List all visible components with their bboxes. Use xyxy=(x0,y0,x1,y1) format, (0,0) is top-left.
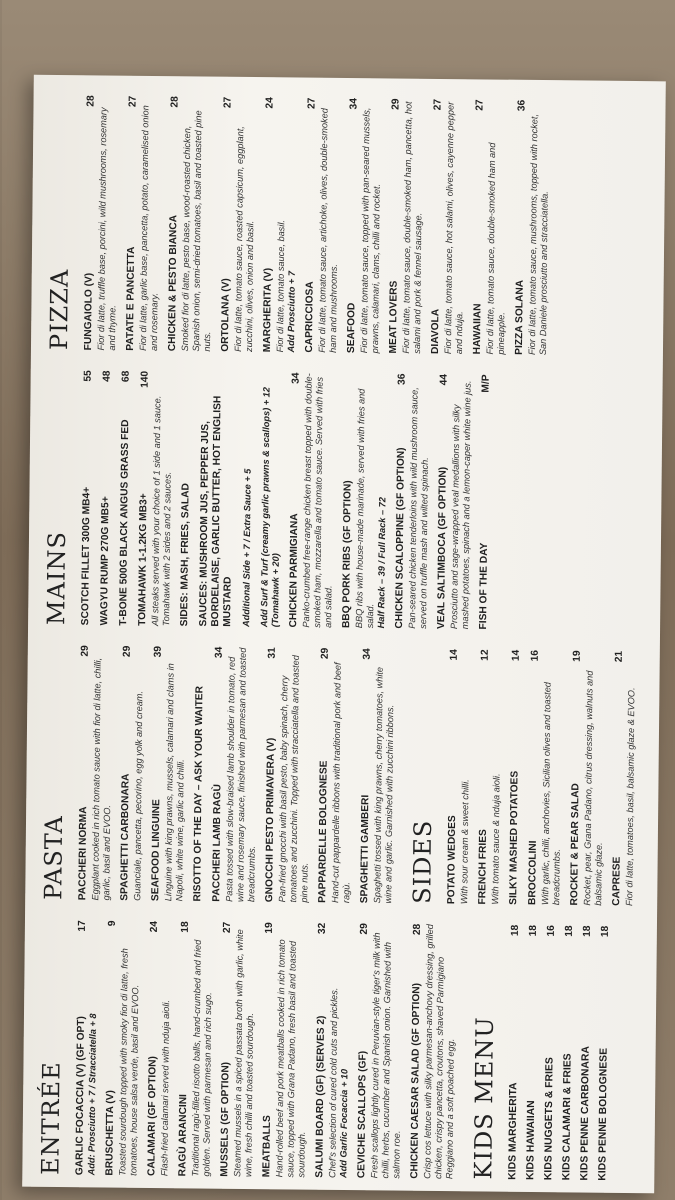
menu-item xyxy=(569,650,607,905)
menu-item-price: 27 xyxy=(127,95,139,108)
menu-item xyxy=(179,371,194,626)
menu-item-row xyxy=(543,925,558,1180)
menu-item-row xyxy=(99,370,114,625)
menu-item xyxy=(74,920,100,1175)
menu-item xyxy=(543,925,558,1180)
menu-item xyxy=(508,650,523,905)
entree-column xyxy=(36,920,618,1181)
menu-item-row xyxy=(179,371,194,626)
menu-item xyxy=(527,650,565,905)
menu-item-price: 9 xyxy=(106,920,118,927)
menu-item-addon: Add: Prosciutto + 7 / Stracciatella + 8 xyxy=(86,1013,99,1176)
menu-item-description: Eggplant cooked in rich tomato sauce with fior di latte, chilli, garlic, basil and EVOO. xyxy=(90,657,113,901)
menu-item-name: BBQ PORK RIBS (GF OPTION) xyxy=(341,480,354,629)
menu-item-name: CHICKEN PARMIGIANA xyxy=(288,513,301,628)
menu-item xyxy=(220,97,258,352)
menu-item-row xyxy=(198,371,237,626)
menu-item-name: WAGYU RUMP 270G MB5+ xyxy=(99,496,112,626)
menu-item xyxy=(430,99,468,354)
menu-item-name: SPAGHETTI GAMBERI xyxy=(359,794,372,904)
menu-item-price: 14 xyxy=(448,649,460,661)
menu-item-name: VEAL SALTIMBOCA (GF OPTION) xyxy=(436,466,449,630)
menu-item-price: 28 xyxy=(85,95,97,107)
menu-item-row xyxy=(118,371,133,626)
menu-item-name: SILKY MASHED POTATOES xyxy=(508,770,521,905)
menu-item-price: 28 xyxy=(169,96,181,108)
menu-item-price: 18 xyxy=(563,925,575,937)
menu-item-price: 24 xyxy=(264,97,276,109)
menu-item-name: GARLIC FOCACCIA (V) (GF OPT) xyxy=(74,1015,87,1176)
menu-item xyxy=(356,923,405,1178)
menu-item-price: 55 xyxy=(82,370,94,382)
menu-item-description: Linguine with king prawns, mussels, calamari and clams in Napoli, white wine, garlic and chilli. xyxy=(163,663,186,902)
menu-item-name: ROCKET & PEAR SALAD xyxy=(569,783,582,906)
menu-item-name: KIDS MARGHERITA xyxy=(507,1082,520,1180)
menu-item-row xyxy=(80,370,95,625)
menu-item xyxy=(304,98,342,353)
menu-item-name: T-BONE 500G BLACK ANGUS GRASS FED xyxy=(118,419,132,626)
restaurant-menu xyxy=(28,83,659,1189)
menu-item-price: 19 xyxy=(263,922,275,934)
kids-list xyxy=(507,925,612,1181)
menu-item xyxy=(262,97,300,352)
menu-item-price: 27 xyxy=(221,921,233,934)
menu-item-name: SCOTCH FILLET 300G MB4+ xyxy=(80,486,93,626)
menu-item-name: PIZZA SOLANA xyxy=(513,279,526,355)
menu-item-description: Pan-seared chicken tenderloins with wild mushroom sauce, served on truffle mash and wilted spinach. xyxy=(407,387,430,629)
menu-item-price: 68 xyxy=(120,370,132,383)
menu-item-description: Fior di latte, truffle base, porcini, wild mushrooms, rosemary and thyme. xyxy=(95,107,118,351)
menu-item-description: Traditional ragù-filled risotto balls, hand-crumbed and fried golden. Served with parmesan and rich sugo. xyxy=(190,939,214,1177)
menu-item-name: MARGHERITA (V) xyxy=(261,267,274,353)
menu-item-description: Panko-crumbed free-range chicken breast topped with double-smoked ham, mozzarella and tomato sauce. Served with fries and salad. xyxy=(301,373,334,628)
menu-item-price: M/P xyxy=(480,374,492,393)
menu-item xyxy=(104,921,142,1176)
menu-item-name: CAPRESE xyxy=(611,856,623,906)
menu-item-description: With sour cream & sweet chilli. xyxy=(459,779,471,905)
menu-item xyxy=(341,373,390,628)
menu-item xyxy=(241,372,255,627)
menu-item-description: Fior di latte, tomato sauce, roasted capsicum, eggplant, zucchini, olives, onion and basil. xyxy=(232,126,256,353)
menu-item xyxy=(119,646,146,901)
kids-heading: KIDS MENU xyxy=(469,1016,500,1180)
menu-item-row xyxy=(561,925,576,1180)
menu-item-addon: Add Surf & Turf (creamy garlic prawns & scallops) + 12 (Tomahawk + 20) xyxy=(259,387,281,628)
menu-item-addon: Half Rack – 39 / Full Rack – 72 xyxy=(376,497,388,629)
menu-item xyxy=(146,921,173,1176)
menu-item-name: KIDS HAWAIIAN xyxy=(525,1100,538,1181)
menu-item xyxy=(394,374,432,629)
menu-item-name: HAWAIIAN xyxy=(471,303,484,355)
menu-item-description: Fior di latte, tomato sauce, basil. xyxy=(274,220,287,353)
menu-item xyxy=(525,925,540,1180)
menu-item xyxy=(561,925,576,1180)
menu-item xyxy=(259,372,284,627)
menu-item-price: 18 xyxy=(527,924,539,937)
pizza-column xyxy=(45,95,559,355)
menu-item-price: 16 xyxy=(545,925,557,937)
menu-item-price: 48 xyxy=(101,370,113,382)
menu-item-price: 29 xyxy=(358,923,370,935)
pasta-heading: PASTA xyxy=(39,815,69,901)
pasta-column xyxy=(39,645,645,906)
menu-item xyxy=(359,648,397,903)
menu-item xyxy=(192,646,207,901)
menu-item-description: Fior di latte, tomatoes, basil, balsamic glaze & EVOO. xyxy=(624,687,637,907)
menu-item-name: SEAFOOD LINGUINE xyxy=(150,799,163,902)
menu-item-description: Fior di latte, tomato sauce, hot salami, olives, cayenne pepper and nduja. xyxy=(442,101,465,355)
menu-item-name: FISH OF THE DAY xyxy=(478,542,490,630)
menu-item-name: ORTOLANA (V) xyxy=(219,278,232,352)
menu-item-price: 34 xyxy=(213,646,225,659)
menu-item xyxy=(314,923,352,1178)
menu-paper xyxy=(22,75,666,1194)
menu-item-price: 12 xyxy=(479,649,491,661)
menu-item-name: DIAVOLA xyxy=(429,308,442,354)
menu-item-name: SAUCES: MUSHROOM JUS, PEPPER JUS, BORDELAISE, GARLIC BUTTER, HOT ENGLISH MUSTARD xyxy=(198,395,234,627)
menu-item-description: Hand-rolled beef and pork meatballs cooked in rich tomato sauce, topped with Grana Padano, fresh basil and toasted sourdough. xyxy=(274,939,307,1178)
menu-item-name: POTATO WEDGES xyxy=(446,815,459,905)
menu-item xyxy=(125,96,163,351)
menu-item-name: MUSSELS (GF OPTION) xyxy=(219,1061,232,1177)
menu-item-name: PAPPARDELLE BOLOGNESE xyxy=(317,760,330,903)
menu-item xyxy=(472,99,510,354)
menu-item-row xyxy=(192,646,207,901)
entree-heading: ENTRÉE xyxy=(36,1061,66,1176)
menu-item xyxy=(317,648,355,903)
menu-item-description: Fior di latte, tomato sauce, double-smoked ham, pancetta, hot salami and pork & fennel sausage. xyxy=(400,101,424,354)
menu-item-name: RISOTTO OF THE DAY – ASK YOUR WAITER xyxy=(192,685,206,902)
pasta-list xyxy=(77,645,397,903)
menu-item-description: Fior di latte, garlic base, pancetta, potato, caramelised onion and rosemary. xyxy=(137,105,160,352)
menu-item-name: KIDS PENNE CARBONARA xyxy=(579,1045,592,1181)
menu-item-name: MEAT LOVERS xyxy=(387,280,400,354)
menu-item-description: Steamed mussels in a spiced passata broth with garlic, white wine, fresh chilli and toasted sourdough. xyxy=(232,929,256,1178)
menu-item-row xyxy=(597,926,612,1181)
menu-item-name: PATATE E PANCETTA xyxy=(124,246,138,351)
menu-item-description: BBQ ribs with house-made marinade, served with fries and salad. xyxy=(354,388,376,629)
menu-item xyxy=(198,371,237,626)
menu-item-name: FRENCH FRIES xyxy=(477,829,489,905)
menu-item xyxy=(118,371,133,626)
menu-item-description: Fior di latte, tomato sauce, topped with pan-seared mussels, prawns, calamari, clams, chilli and rocket. xyxy=(358,107,382,354)
menu-item-name: CHICKEN CAESAR SALAD (GF OPTION) xyxy=(409,982,423,1179)
menu-item-description: With garlic, chilli, anchovies, Sicilian olives and toasted breadcrumbs. xyxy=(540,682,562,906)
menu-item xyxy=(83,95,121,350)
menu-item-price: 34 xyxy=(361,648,373,660)
sides-list xyxy=(446,649,638,906)
menu-item-price: 18 xyxy=(599,925,611,938)
menu-item-name: SALUMI BOARD (GF) (SERVES 2) xyxy=(314,1015,328,1178)
menu-item-name: MEATBALLS xyxy=(261,1115,273,1178)
menu-item-price: 29 xyxy=(121,645,133,658)
menu-item-price: 34 xyxy=(348,98,360,110)
menu-item-price: 29 xyxy=(79,645,91,657)
menu-item-description: Spaghetti tossed with king prawns, cherry tomatoes, white wine and garlic. Garnished with zucchini ribbons. xyxy=(372,666,396,904)
menu-item-name: GNOCCHI PESTO PRIMAVERA (V) xyxy=(264,737,277,903)
menu-item-price: 39 xyxy=(152,645,164,658)
menu-item xyxy=(478,374,493,629)
menu-item xyxy=(436,374,474,629)
sides-heading: SIDES xyxy=(408,819,438,904)
menu-item-price: 32 xyxy=(316,922,328,935)
menu-item xyxy=(264,647,313,902)
menu-item-description: All steaks served with your choice of 1 side and 1 sauce. Tomahawk with 2 sides and 2 sauces. xyxy=(150,395,173,627)
menu-item xyxy=(514,100,552,355)
menu-item-name: KIDS PENNE BOLOGNESE xyxy=(597,1047,610,1181)
menu-item-description: Fior di latte, tomato sauce, double-smoked ham and pineapple. xyxy=(484,142,507,355)
menu-item xyxy=(507,925,522,1180)
menu-item xyxy=(409,924,458,1179)
menu-item-addon: Additional Side + 7 / Extra Sauce + 5 xyxy=(241,468,253,628)
menu-item-name: CEVICHE SCALLOPS (GF) xyxy=(356,1050,369,1179)
menu-item-price: 36 xyxy=(516,99,528,112)
menu-item-description: Guanciale, pancetta, pecorino, egg yolk and cream. xyxy=(132,690,145,901)
menu-item-description: Smoked fior di latte, pesto base, wood-roasted chicken, Spanish onion, semi-dried tomatoes, basil and toasted pine nuts. xyxy=(179,110,213,352)
menu-item xyxy=(288,372,337,627)
menu-item-description: Pan-fried gnocchi with basil pesto, baby spinach, cherry tomatoes and zucchini. Topped with stracciatella and toasted pine nuts. xyxy=(277,655,310,903)
menu-item-row xyxy=(478,374,493,629)
menu-item-price: 16 xyxy=(529,649,541,662)
menu-item-description: Fresh scallops lightly cured in Peruvian-style tiger's milk with chilli, herbs, cucumber and Spanish onion. Garnished with salmon roe. xyxy=(369,932,402,1179)
menu-item-name: TOMAHAWK 1-1.2KG MB3+ xyxy=(137,493,150,626)
menu-item-name: CHICKEN SCALOPPINE (GF OPTION) xyxy=(394,447,407,629)
menu-item-price: 27 xyxy=(306,97,318,110)
menu-item-price: 18 xyxy=(581,925,593,937)
menu-item xyxy=(167,96,216,351)
menu-item-name: FUNGAIOLO (V) xyxy=(82,272,95,351)
menu-item-description: Hand-cut pappardelle ribbons with traditional pork and beef ragù. xyxy=(330,662,352,904)
menu-item-price: 29 xyxy=(319,647,331,660)
menu-item xyxy=(150,646,188,901)
menu-item xyxy=(80,370,95,625)
menu-item-name: RAGÙ ARANCINI xyxy=(177,1094,190,1177)
menu-item xyxy=(261,922,310,1177)
mains-heading: MAINS xyxy=(42,531,72,626)
menu-item-row xyxy=(507,925,522,1180)
menu-item-description: Prosciutto and sage-wrapped veal medallions with silky mashed potatoes, spinach and a lemon-caper white wine jus. xyxy=(449,380,473,630)
menu-item-description: With tomato sauce & nduja aioli. xyxy=(490,773,502,905)
menu-item-price: 27 xyxy=(432,98,444,111)
pizza-heading: PIZZA xyxy=(44,268,74,351)
menu-item-name: CHICKEN & PESTO BIANCA xyxy=(166,214,180,352)
menu-item-name: BROCCOLINI xyxy=(527,840,539,906)
menu-item xyxy=(346,98,384,353)
menu-item-price: 21 xyxy=(613,650,625,663)
menu-item-name: PACCHERI NORMA xyxy=(77,806,90,901)
menu-item-name: SEAFOOD xyxy=(345,302,358,354)
menu-item xyxy=(611,651,638,906)
menu-item-description: Fior di latte, tomato sauce, artichoke, olives, double-smoked ham and mushrooms. xyxy=(316,108,339,353)
menu-item-description: Fior di latte, tomato sauce, mushrooms, topped with rocket, San Daniele prosciutto and stracciatella. xyxy=(526,113,550,356)
menu-item-price: 19 xyxy=(571,650,583,662)
menu-item-description: Flash-fried calamari served with nduja aioli. xyxy=(159,999,172,1177)
menu-item-price: 18 xyxy=(179,921,191,933)
menu-item xyxy=(388,98,426,353)
menu-item-row xyxy=(525,925,540,1180)
menu-item-name: SPAGHETTI CARBONARA xyxy=(119,773,132,901)
menu-item-price: 27 xyxy=(222,96,234,109)
menu-item-row xyxy=(579,926,594,1181)
menu-item-row xyxy=(508,650,523,905)
menu-item xyxy=(446,649,473,904)
menu-item-description: Chef's selection of cured cold cuts and pickles. xyxy=(327,987,340,1178)
menu-item-name: BRUSCHETTA (V) xyxy=(104,1090,117,1176)
menu-item-price: 29 xyxy=(390,98,402,110)
menu-item-price: 31 xyxy=(266,647,278,659)
menu-item-name: SIDES: MASH, FRIES, SALAD xyxy=(179,483,192,627)
menu-item-description: Rocket, pear, Grana Padano, citrus dressing, walnuts and balsamic glaze. xyxy=(582,670,604,906)
menu-item-description: Crisp cos lettuce with silky parmesan-anchovy dressing, grilled chicken, crispy pancetta, croutons, shaved Parmigiano Reggiano and a soft poached egg. xyxy=(422,924,456,1180)
mains-column xyxy=(42,370,500,630)
menu-item-price: 34 xyxy=(290,372,302,384)
menu-item xyxy=(219,922,257,1177)
menu-item xyxy=(211,647,260,902)
entree-list xyxy=(74,920,458,1179)
menu-item-addon: Add Prosciutto + 7 xyxy=(285,270,297,353)
menu-item-price: 28 xyxy=(411,923,423,936)
menu-item-price: 44 xyxy=(438,373,450,386)
menu-item-price: 140 xyxy=(139,370,151,388)
menu-item xyxy=(477,649,504,904)
menu-item-price: 17 xyxy=(76,920,88,932)
menu-item-addon: Add Garlic Focaccia + 10 xyxy=(338,1068,350,1179)
menu-item-name: KIDS CALAMARI & FRIES xyxy=(561,1053,574,1181)
menu-item-name: PACCHERI LAMB RAGÙ xyxy=(211,784,224,902)
menu-item xyxy=(77,645,115,900)
menu-item-price: 14 xyxy=(510,649,522,662)
menu-item-name: KIDS NUGGETS & FRIES xyxy=(543,1057,556,1181)
menu-item-price: 36 xyxy=(396,373,408,385)
menu-item-price: 27 xyxy=(474,99,486,111)
pizza-list xyxy=(83,95,552,355)
menu-item-name: CALAMARI (GF OPTION) xyxy=(146,1055,159,1177)
menu-item xyxy=(177,921,215,1176)
menu-item xyxy=(597,926,612,1181)
menu-item xyxy=(137,371,175,626)
menu-item xyxy=(99,370,114,625)
menu-item-price: 24 xyxy=(148,920,160,933)
mains-list xyxy=(80,370,493,629)
menu-item-description: Toasted sourdough topped with smoky fior di latte, fresh tomatoes, house salsa verde, basil and EVOO. xyxy=(117,948,141,1176)
menu-item xyxy=(579,926,594,1181)
menu-item-name: CAPRICCIOSA xyxy=(303,281,316,353)
menu-item-price: 18 xyxy=(509,924,521,937)
menu-item-description: Pasta tossed with slow-braised lamb shoulder in tomato, red wine and rosemary sauce, finished with parmesan and toasted breadcrumbs. xyxy=(224,647,257,903)
